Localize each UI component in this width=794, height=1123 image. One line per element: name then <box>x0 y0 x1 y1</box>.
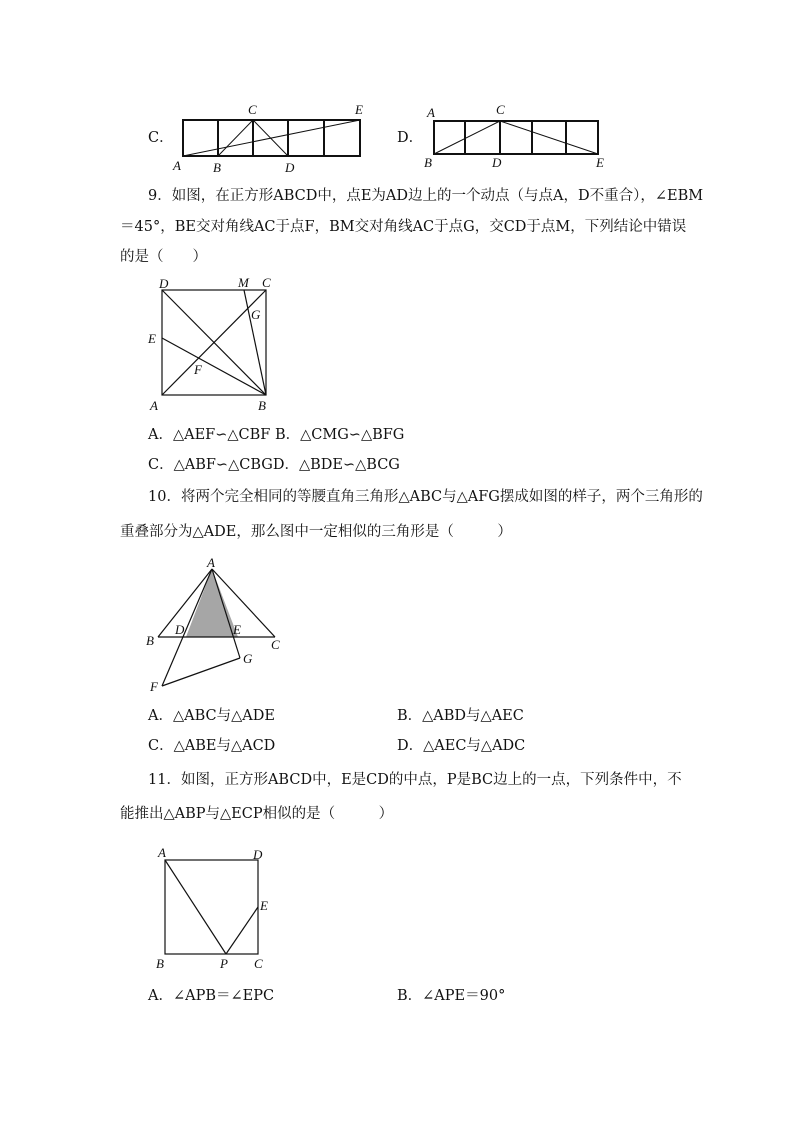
label-c: C <box>262 275 271 290</box>
label-d: D <box>159 276 169 291</box>
q10-figure-triangles <box>140 555 300 700</box>
label-c: C <box>271 637 280 652</box>
q10-option-d: D．△AEC与△ADC <box>397 738 526 754</box>
label-a: A <box>427 105 435 120</box>
q9-options-c-d: C．△ABF∽△CBGD．△BDE∽△BCG <box>148 457 400 473</box>
q8-figure-d <box>420 100 620 175</box>
q10-option-b: B．△ABD与△AEC <box>397 708 524 724</box>
label-b: B <box>156 956 164 971</box>
label-f: F <box>194 362 202 377</box>
q9-line-1: 9．如图，在正方形ABCD中，点E为AD边上的一个动点（与点A，D不重合），∠EBM <box>148 188 704 204</box>
q8-option-d-label: D． <box>397 130 424 146</box>
q11-option-b: B．∠APE＝90° <box>397 988 506 1004</box>
q10-option-a: A．△ABC与△ADE <box>148 708 275 724</box>
q10-line-2: 重叠部分为△ADE，那么图中一定相似的三角形是（ ） <box>120 524 512 540</box>
q11-option-a: A．∠APB＝∠EPC <box>148 988 275 1004</box>
label-d: D <box>492 155 502 170</box>
q11-figure-square <box>145 842 285 977</box>
q9-line-3: 的是（ ） <box>120 249 207 265</box>
q11-line-1: 11．如图，正方形ABCD中，E是CD的中点，P是BC边上的一点，下列条件中，不 <box>148 772 682 788</box>
label-e: E <box>355 102 363 117</box>
label-c: C <box>496 102 505 117</box>
label-c: C <box>254 956 263 971</box>
label-c: C <box>248 102 257 117</box>
label-a: A <box>207 555 215 570</box>
q9-figure-square <box>140 270 290 418</box>
q11-line-2: 能推出△ABP与△ECP相似的是（ ） <box>120 806 394 822</box>
label-a: A <box>150 398 158 413</box>
q8-option-c-label: C． <box>148 130 174 146</box>
label-g: G <box>243 651 253 666</box>
label-d: D <box>285 160 295 175</box>
q9-line-2: ＝45°，BE交对角线AC于点F，BM交对角线AC于点G，交CD于点M，下列结论中错误 <box>120 219 687 235</box>
label-b: B <box>213 160 221 175</box>
label-m: M <box>238 275 249 290</box>
label-p: P <box>220 956 228 971</box>
label-d: D <box>175 622 185 637</box>
label-d: D <box>253 847 263 862</box>
label-e: E <box>596 155 604 170</box>
q9-options-a-b: A．△AEF∽△CBF B．△CMG∽△BFG <box>148 427 405 443</box>
label-e: E <box>233 622 241 637</box>
label-a: A <box>173 158 181 173</box>
label-a: A <box>158 845 166 860</box>
label-e: E <box>148 331 156 346</box>
q10-line-1: 10．将两个完全相同的等腰直角三角形△ABC与△AFG摆成如图的样子，两个三角形的 <box>148 489 703 505</box>
label-f: F <box>150 679 158 694</box>
q10-option-c: C．△ABE与△ACD <box>148 738 276 754</box>
label-e: E <box>260 898 268 913</box>
label-b: B <box>258 398 266 413</box>
label-b: B <box>424 155 432 170</box>
label-g: G <box>251 307 261 322</box>
q8-figure-c <box>168 100 378 175</box>
label-b: B <box>146 633 154 648</box>
